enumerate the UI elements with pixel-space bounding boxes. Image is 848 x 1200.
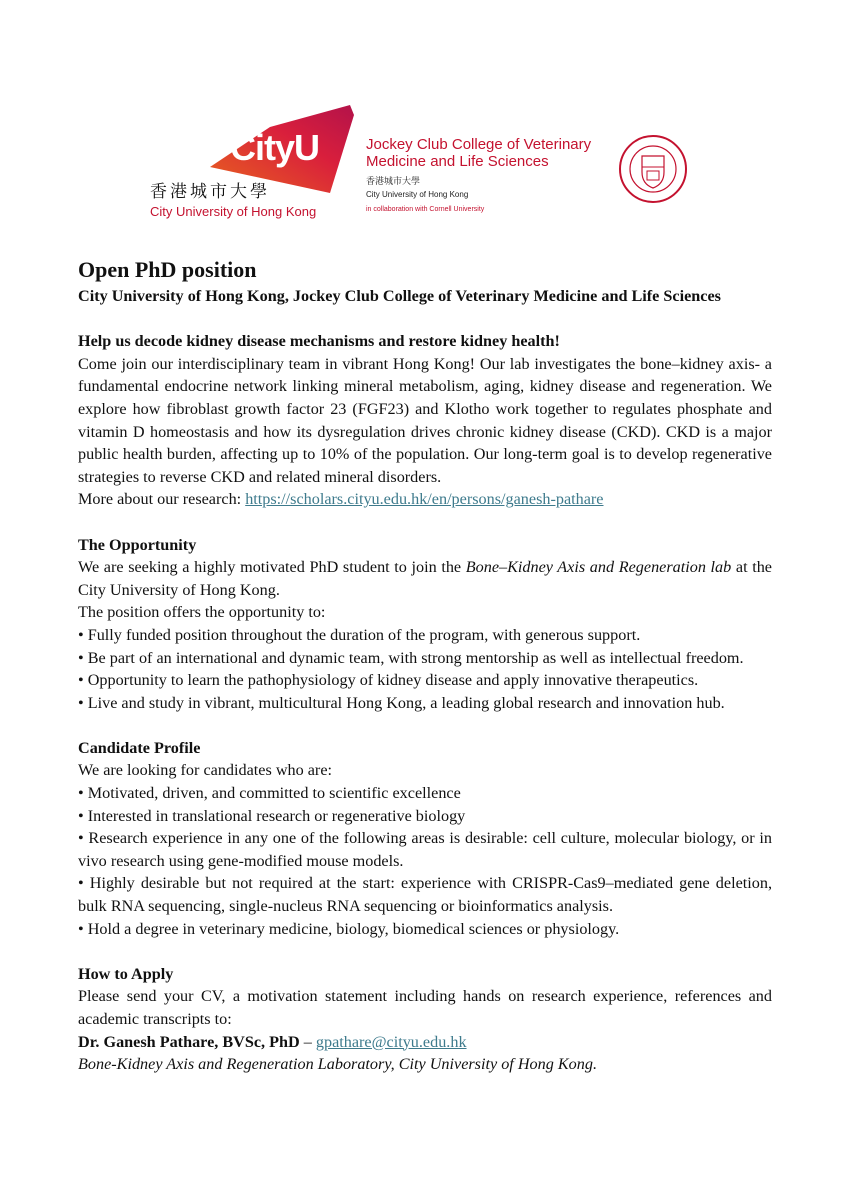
job-posting bbox=[78, 255, 772, 1098]
contact-name: Dr. Ganesh Pathare, BVSc, PhD bbox=[78, 1032, 300, 1051]
contact-email-link[interactable]: gpathare@cityu.edu.hk bbox=[315, 1032, 467, 1051]
college-name-line1: Jockey Club College of Veterinary bbox=[366, 136, 592, 153]
lab-name: Bone–Kidney Axis and Regeneration lab bbox=[465, 558, 732, 577]
apply-heading: How to Apply bbox=[78, 964, 174, 983]
research-link-label: More about our research: bbox=[78, 490, 246, 509]
dash: – bbox=[299, 1032, 316, 1051]
profile-bullet: • Research experience in any one of the following areas is desirable: cell culture, molecular biology, or in vivo research using gene-modified mouse models. bbox=[78, 829, 772, 870]
apply-section bbox=[78, 963, 772, 1076]
opportunity-body bbox=[78, 556, 772, 601]
profile-bullet: • Highly desirable but not required at the start: experience with CRISPR-Cas9–mediated gene deletion, bulk RNA sequencing, single-nucleus RNA sequencing or bioinformatics analysis. bbox=[78, 874, 772, 916]
opportunity-heading: The Opportunity bbox=[78, 535, 197, 554]
profile-bullet: • Interested in translational research or regenerative biology bbox=[78, 806, 466, 825]
profile-heading: Candidate Profile bbox=[78, 738, 201, 757]
opportunity-lead: The position offers the opportunity to: bbox=[78, 603, 326, 622]
college-name bbox=[366, 136, 591, 170]
opportunity-text: We are seeking a highly motivated PhD student to join the bbox=[78, 558, 466, 577]
college-chinese: 香港城市大學 bbox=[366, 177, 421, 187]
lab-affiliation: Bone-Kidney Axis and Regeneration Laboratory, City University of Hong Kong. bbox=[78, 1055, 597, 1074]
cornell-seal-icon bbox=[618, 134, 688, 204]
contact-line bbox=[78, 1031, 772, 1054]
page-title: Open PhD position bbox=[78, 257, 257, 282]
profile-bullet: • Hold a degree in veterinary medicine, biology, biomedical sciences or physiology. bbox=[78, 919, 620, 938]
collaboration-note: in collaboration with Cornell University bbox=[366, 206, 485, 213]
profile-bullet: • Motivated, driven, and committed to scientific excellence bbox=[78, 784, 461, 803]
header-logos bbox=[148, 100, 708, 225]
research-link[interactable]: https://scholars.cityu.edu.hk/en/persons/ganesh-pathare bbox=[245, 490, 604, 509]
profile-section bbox=[78, 737, 772, 940]
opportunity-bullet: • Opportunity to learn the pathophysiology of kidney disease and apply innovative therapeutics. bbox=[78, 671, 699, 690]
cityu-english-name: City University of Hong Kong bbox=[150, 204, 317, 219]
intro-heading: Help us decode kidney disease mechanisms and restore kidney health! bbox=[78, 332, 560, 351]
intro-section bbox=[78, 330, 772, 511]
intro-body: Come join our interdisciplinary team in vibrant Hong Kong! Our lab investigates the bone–kidney axis- a fundamental endocrine network linking mineral metabolism, aging, kidney disease and regeneration. We explore how fibroblast growth factor 23 (FGF23) and Klotho work together to regulates phosphate and vitamin D homeostasis and how its dysregulation drives chronic kidney disease (CKD). CKD is a major public health burden, affecting up to 10% of the population. Our long-term goal is to develop regenerative strategies to reverse CKD and related mineral disorders. bbox=[78, 354, 772, 486]
opportunity-section bbox=[78, 534, 772, 715]
cityu-wordmark: CityU bbox=[230, 127, 320, 168]
research-link-line bbox=[78, 488, 772, 511]
subtitle: City University of Hong Kong, Jockey Club College of Veterinary Medicine and Life Sciences bbox=[78, 287, 721, 305]
college-name-line2: Medicine and Life Sciences bbox=[366, 153, 549, 170]
cityu-chinese-name: 香港城市大學 bbox=[150, 182, 270, 202]
opportunity-bullet: • Live and study in vibrant, multicultural Hong Kong, a leading global research and innovation hub. bbox=[78, 693, 725, 712]
opportunity-bullet: • Be part of an international and dynamic team, with strong mentorship as well as intellectual freedom. bbox=[78, 648, 744, 667]
apply-body: Please send your CV, a motivation statement including hands on research experience, references and academic transcripts to: bbox=[78, 987, 772, 1028]
college-english: City University of Hong Kong bbox=[366, 190, 469, 199]
opportunity-text-end: at the City University of Hong Kong. bbox=[78, 558, 772, 599]
profile-lead: We are looking for candidates who are: bbox=[78, 761, 332, 780]
opportunity-bullet: • Fully funded position throughout the duration of the program, with generous support. bbox=[78, 625, 641, 644]
